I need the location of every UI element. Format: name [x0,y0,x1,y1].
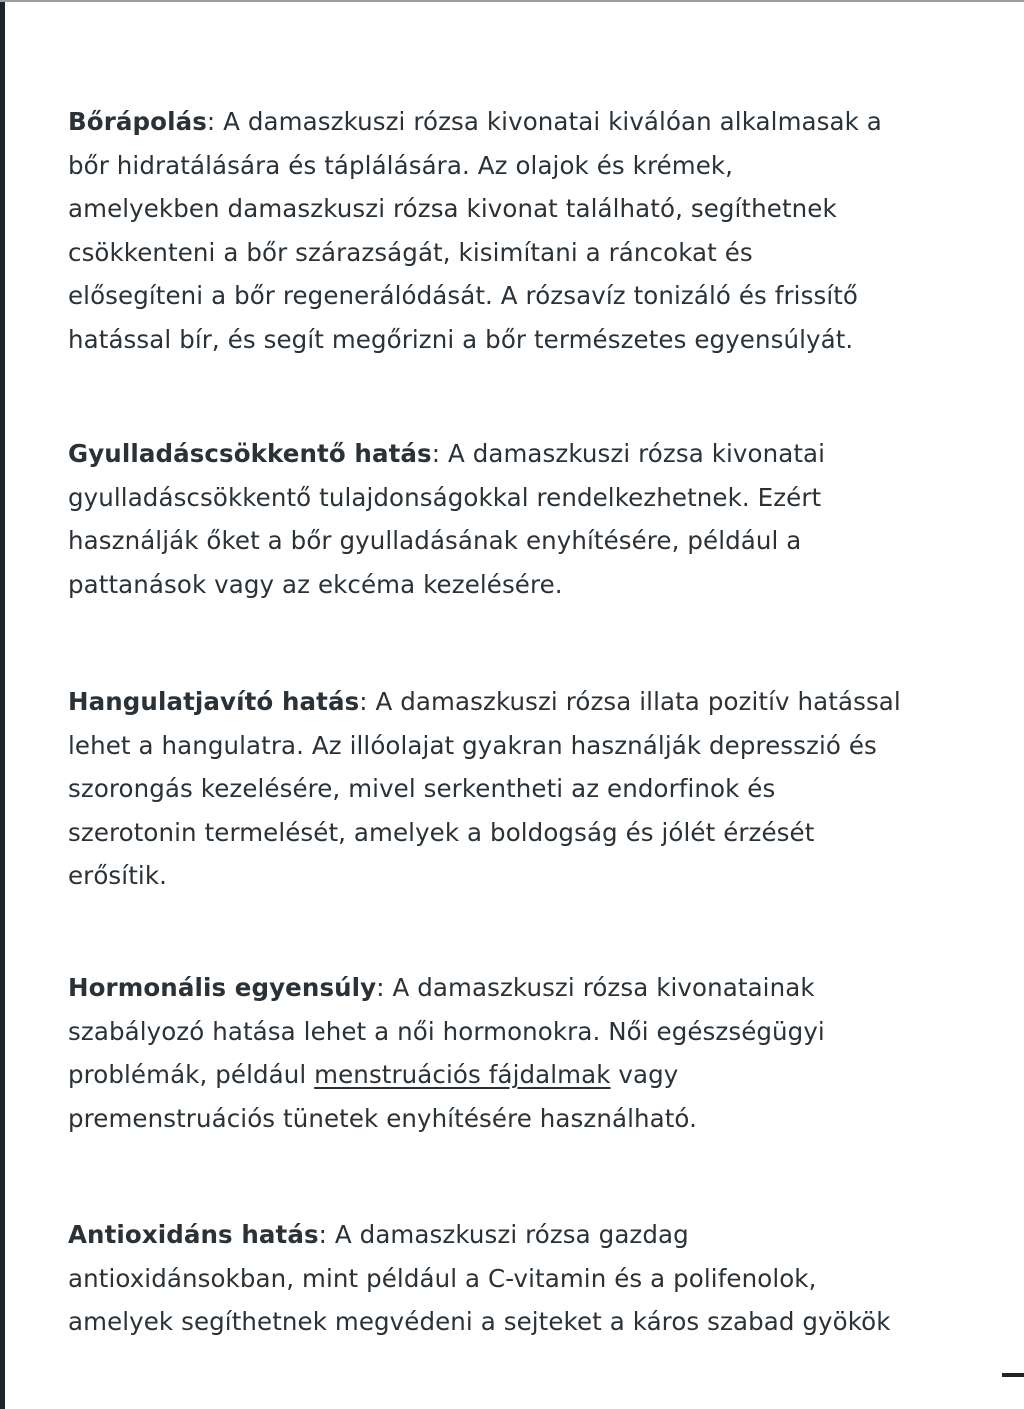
text-line: erősítik. [68,861,167,891]
text-line: : A damaszkuszi rózsa illata pozitív hatással [359,687,901,716]
text-line: lehet a hangulatra. Az illóolajat gyakran használják depresszió és [68,730,877,760]
text-line: bőr hidratálására és táplálására. Az olajok és krémek, [68,150,734,180]
text-line: : A damaszkuszi rózsa kivonatai kiválóan alkalmasak a [206,107,882,136]
scan-edge-top [0,0,1024,2]
term-heading: Hormonális egyensúly [68,973,377,1002]
text-line: : A damaszkuszi rózsa kivonatainak [376,973,815,1002]
paragraph-borapolas [68,100,882,362]
text-line: gyulladáscsökkentő tulajdonságokkal rendelkezhetnek. Ezért [68,482,822,512]
text-line: amelyekben damaszkuszi rózsa kivonat található, segíthetnek [68,194,837,224]
text-line: szabályozó hatása lehet a női hormonokra. Női egészségügyi [68,1016,825,1046]
text-line: antioxidánsokban, mint például a C-vitamin és a polifenolok, [68,1263,817,1293]
term-heading: Bőrápolás [68,107,207,136]
text-line: problémák, például [68,1060,315,1090]
text-line: : A damaszkuszi rózsa kivonatai [431,439,826,468]
term-heading: Antioxidáns hatás [68,1220,319,1249]
paragraph-gyulladascsokkento [68,432,825,606]
underlined-link-menstruacios[interactable]: menstruációs fájdalmak [314,1060,611,1090]
text-line: premenstruációs tünetek enyhítésére használható. [68,1103,697,1133]
text-line: : A damaszkuszi rózsa gazdag [318,1220,689,1249]
term-heading: Gyulladáscsökkentő hatás [68,439,432,468]
scan-mark [1002,1373,1024,1377]
paragraph-antioxidans [68,1213,891,1344]
text-line: elősegíteni a bőr regenerálódását. A rózsavíz tonizáló és frissítő [68,281,859,311]
text-line: pattanások vagy az ekcéma kezelésére. [68,569,563,599]
text-line: amelyek segíthetnek megvédeni a sejteket a káros szabad gyökök [68,1307,891,1337]
paragraph-hormonalis [68,966,825,1140]
text-line: szorongás kezelésére, mivel serkentheti az endorfinok és [68,774,776,804]
text-line: csökkenteni a bőr szárazságát, kisimítani a ráncokat és [68,237,753,267]
text-line: használják őket a bőr gyulladásának enyhítésére, például a [68,526,802,556]
scan-edge-left [0,0,5,1409]
text-line: vagy [610,1060,679,1090]
text-line: szerotonin termelését, amelyek a boldogság és jólét érzését [68,817,815,847]
paragraph-hangulatjavito [68,680,901,898]
term-heading: Hangulatjavító hatás [68,687,360,716]
text-line: hatással bír, és segít megőrizni a bőr természetes egyensúlyát. [68,324,854,354]
